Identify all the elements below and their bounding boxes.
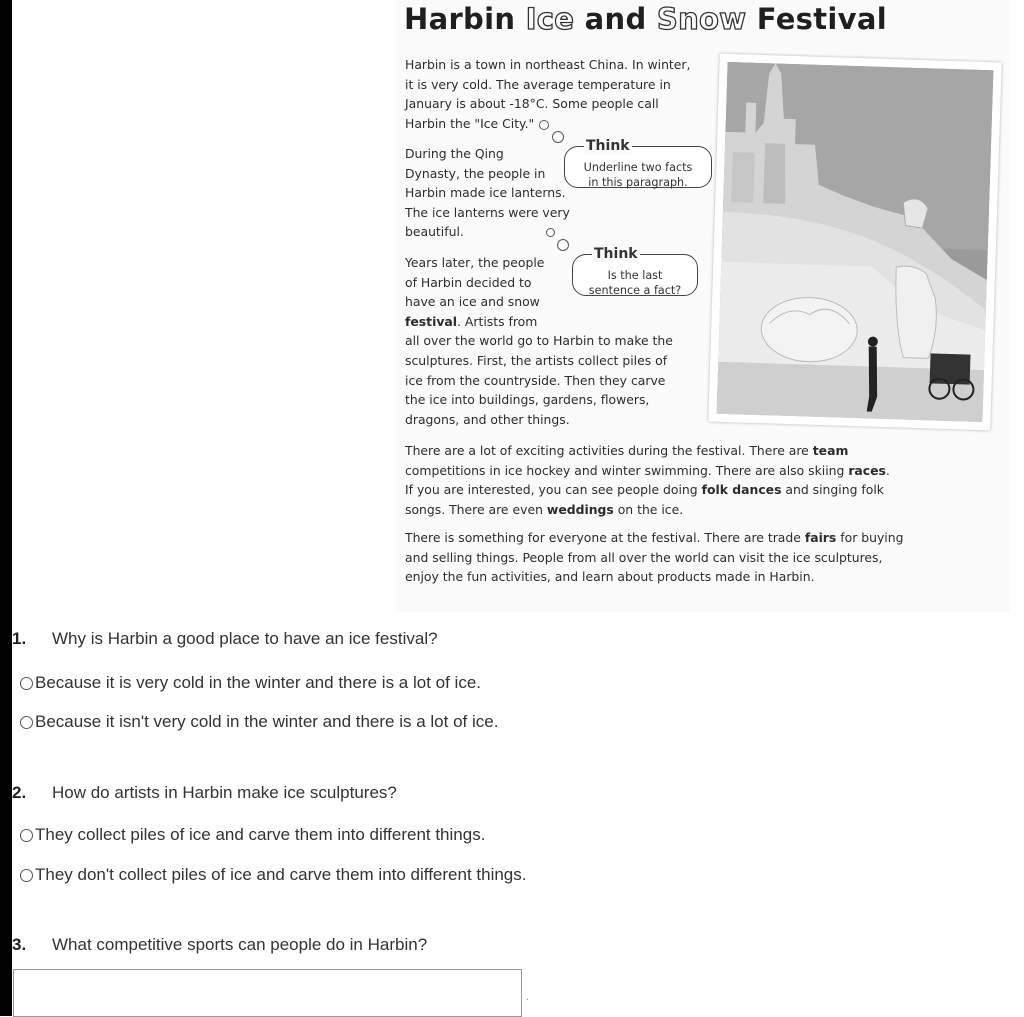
radio-button[interactable]: [20, 677, 33, 690]
question-1-title: [12, 629, 438, 649]
paragraph-activities: [405, 441, 905, 519]
option-label: Because it isn't very cold in the winter and there is a lot of ice.: [35, 712, 499, 731]
question-2-option-1[interactable]: [20, 825, 485, 845]
paragraph-qing-dynasty: During the Qing Dynasty, the people in Harbin made ice lanterns. The ice lanterns were very beautiful.: [405, 146, 570, 240]
left-border-bar: [0, 0, 12, 1016]
para4-text-5: on the ice.: [613, 501, 684, 517]
think-callout-1-text: Underline two facts in this paragraph.: [583, 161, 693, 189]
worksheet-title: [404, 2, 887, 36]
thought-dot-1b: [552, 131, 564, 143]
question-1-text: Why is Harbin a good place to have an ice festival?: [52, 629, 438, 648]
paragraph-intro: Harbin is a town in northeast China. In winter, it is very cold. The average temperature in January is about -18°C. Some people call Harbin the "Ice City.": [405, 57, 691, 131]
para4-bold-team: team: [812, 443, 849, 458]
option-label: Because it is very cold in the winter and there is a lot of ice.: [35, 673, 482, 692]
title-word-snow: Snow: [656, 2, 747, 36]
question-1-option-1[interactable]: [20, 673, 481, 693]
thought-dot-2b: [557, 239, 569, 251]
para3-text-a: Years later, the people of Harbin decided to have an ice and snow: [405, 255, 545, 310]
para5-text-1: There is something for everyone at the festival. There are trade: [405, 530, 805, 545]
question-2-text: How do artists in Harbin make ice sculptures?: [52, 783, 397, 802]
title-part-harbin: Harbin: [404, 2, 526, 36]
think-callout-1: [564, 138, 712, 188]
para5-text-2: for buying and selling things. People from all over the world can visit the ice sculptures, enjoy the fun activities, and learn about products made in Harbin.: [405, 530, 904, 585]
think-callout-1-label: Think: [586, 138, 630, 154]
title-part-festival: Festival: [746, 2, 887, 36]
question-3-text: What competitive sports can people do in Harbin?: [52, 935, 428, 954]
para4-bold-races: races: [848, 462, 886, 478]
question-2-title: [12, 783, 397, 803]
paragraph-something-for-everyone: [405, 528, 905, 587]
radio-button[interactable]: [20, 869, 33, 882]
question-3-number: 3.: [12, 935, 27, 954]
para4-bold-folk-dances: folk dances: [701, 482, 782, 498]
ice-sculpture-photo: [708, 54, 1001, 431]
think-callout-2-label: Think: [594, 246, 638, 262]
question-3-title: [12, 935, 427, 955]
worksheet-image: [396, 0, 1010, 612]
think-callout-2: [572, 246, 720, 296]
para4-text-1: There are a lot of exciting activities during the festival. There are: [405, 443, 813, 458]
title-word-ice: Ice: [525, 2, 575, 36]
title-part-and: and: [574, 2, 657, 36]
para5-bold-fairs: fairs: [804, 530, 837, 545]
radio-button[interactable]: [20, 716, 33, 729]
para4-text-4: and singing folk songs. There are even: [405, 482, 884, 517]
think-callout-2-text: Is the last sentence a fact?: [588, 269, 682, 297]
ice-castle-illustration: [717, 62, 994, 422]
thought-dot-2a: [546, 228, 555, 237]
question-2-option-2[interactable]: [20, 865, 526, 885]
option-label: They don't collect piles of ice and carve them into different things.: [35, 865, 527, 884]
question-1-number: 1.: [12, 629, 27, 648]
thought-dot-1a: [539, 120, 549, 130]
option-label: They collect piles of ice and carve them into different things.: [35, 825, 486, 844]
para4-bold-weddings: weddings: [546, 501, 614, 517]
question-1-option-2[interactable]: [20, 712, 498, 732]
radio-button[interactable]: [20, 829, 33, 842]
para3-bold-festival: festival: [405, 313, 458, 329]
para4-text-3: . If you are interested, you can see people doing: [405, 462, 890, 498]
para4-text-2: competitions in ice hockey and winter swimming. There are also skiing: [405, 462, 845, 478]
question-3-answer-input[interactable]: [13, 969, 522, 1017]
question-2-number: 2.: [12, 783, 27, 802]
para3-text-b: . Artists from all over the world go to Harbin to make the sculptures. First, the artists collect piles of ice from the countryside. Then they carve the ice into buildings, gardens, flowers, dragons, and other things.: [405, 313, 673, 427]
trailing-dot: .: [526, 992, 530, 1003]
